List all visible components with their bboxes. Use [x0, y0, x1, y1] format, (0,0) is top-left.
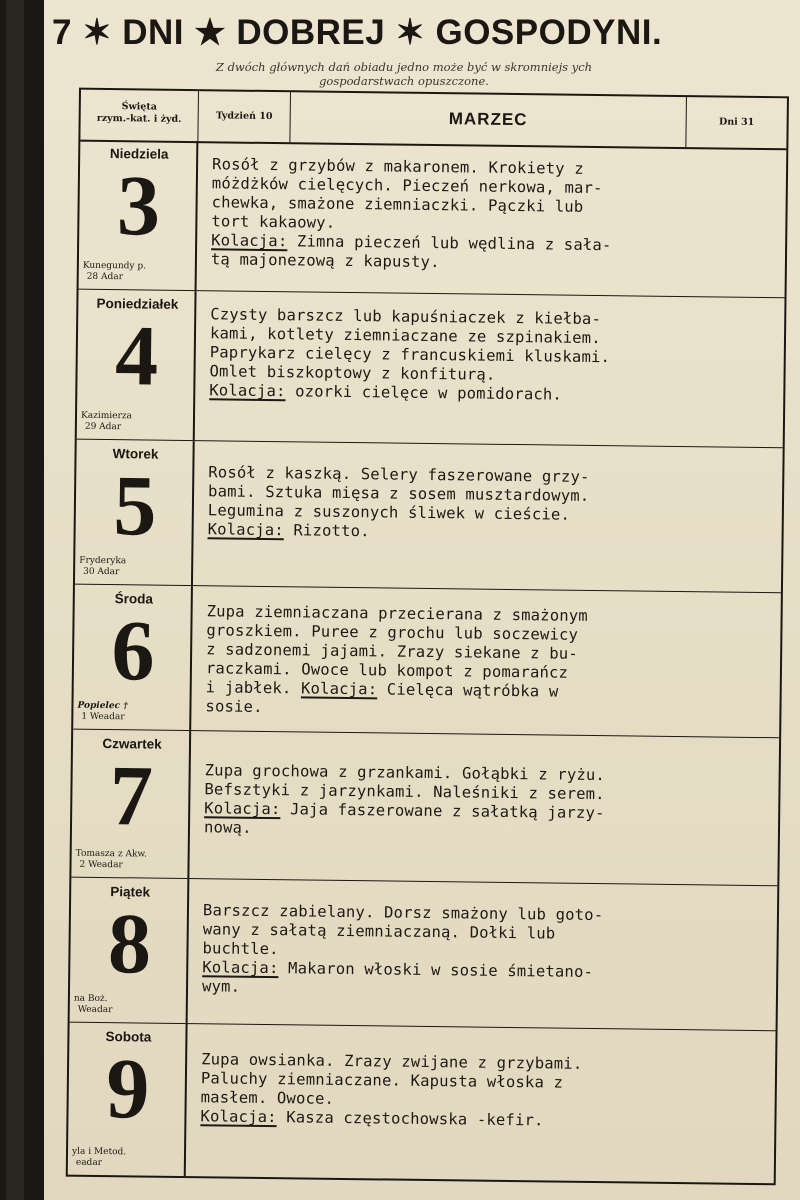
- day-menu: [211, 155, 772, 276]
- supper-label: Kolacja:: [300, 679, 378, 699]
- day-row-sunday: [79, 140, 787, 299]
- supper-text: ozorki cielęce w pomidorach.: [295, 382, 563, 404]
- jewish-date: eadar: [75, 1157, 103, 1169]
- day-info: [68, 1023, 188, 1176]
- page-subtitle: [124, 60, 684, 88]
- supper-line-continued: wym.: [201, 977, 241, 996]
- menu-line: Zupa owsianka. Zrazy zwijane z grzybami.: [201, 1050, 583, 1073]
- day-row-thursday: [71, 730, 779, 887]
- supper-text: Cielęca wątróbka w: [386, 680, 559, 701]
- menu-line: Rosół z kaszką. Selery faszerowane grzy-: [208, 463, 590, 486]
- day-row-saturday: [68, 1023, 776, 1184]
- saint-day: [83, 261, 193, 284]
- supper-label: Kolacja:: [202, 958, 279, 978]
- saint-day: [77, 701, 187, 724]
- days-in-month: Dni 31: [718, 116, 755, 128]
- day-row-tuesday: [75, 440, 783, 594]
- weekday-label: Poniedziałek: [96, 295, 179, 312]
- menu-line: groszkiem. Puree z grochu lub soczewicy: [206, 621, 579, 644]
- jewish-date: 1 Weadar: [81, 711, 125, 723]
- day-number: 6: [111, 602, 156, 699]
- menu-line: Omlet biszkoptowy z konfiturą.: [209, 362, 496, 384]
- subtitle-line-1: Z dwóch głównych dań obiadu jedno może być w skromniejs ych: [215, 60, 593, 74]
- menu-line: tort kakaowy.: [211, 212, 336, 232]
- menu-line: raczkami. Owoce lub kompot z pomarańcz: [205, 659, 569, 682]
- supper-label: Kolacja:: [209, 381, 286, 401]
- menu-line: Rosół z grzybów z makaronem. Krokiety z: [211, 155, 584, 178]
- saint-name: na Boż.: [73, 993, 108, 1005]
- supper-label: Kolacja:: [207, 520, 285, 540]
- day-menu: [205, 602, 766, 723]
- jewish-date: 28 Adar: [86, 271, 124, 283]
- menu-line: Barszcz zabielany. Dorsz smażony lub goto-: [202, 901, 604, 925]
- day-number: 8: [107, 895, 152, 992]
- menu-line: Paprykarz cielęcy z francuskiemi kluskami.: [209, 343, 611, 367]
- saint-name: Tomasza z Akw.: [75, 848, 147, 860]
- menu-line: masłem. Owoce.: [200, 1088, 335, 1108]
- saint-day: [79, 556, 189, 579]
- supper-text: Jaja faszerowane z sałatką jarzy-: [289, 800, 605, 823]
- day-info: [73, 585, 193, 730]
- supper-label: Kolacja:: [200, 1107, 277, 1127]
- binding-spine: [0, 0, 44, 1200]
- weekly-menu-calendar: [66, 88, 789, 1186]
- day-menu: [208, 463, 769, 546]
- jewish-date: 29 Adar: [84, 421, 122, 433]
- menu-line: Legumina z suszonych śliwek w cieście.: [207, 501, 571, 524]
- menu-line: kami, kotlety ziemniaczane ze szpinakiem.: [209, 324, 601, 348]
- menu-line: Czysty barszcz lub kapuśniaczek z kiełba-: [210, 305, 602, 329]
- menu-line: Paluchy ziemniaczane. Kapusta włoska z: [200, 1069, 564, 1092]
- saint-name: yla i Metod.: [71, 1146, 127, 1158]
- weekday-label: Środa: [114, 591, 154, 607]
- day-menu: [202, 901, 763, 1003]
- supper-text: Rizotto.: [293, 521, 370, 541]
- day-menu: [204, 761, 765, 844]
- day-number: 4: [114, 307, 159, 404]
- month-name: MARZEC: [290, 92, 687, 147]
- holidays-column-header: [80, 90, 199, 141]
- day-info: [77, 290, 197, 440]
- day-number: 9: [105, 1040, 150, 1137]
- weekday-label: Wtorek: [112, 446, 159, 462]
- jewish-date: 2 Weadar: [79, 859, 123, 871]
- day-number: 5: [112, 457, 158, 554]
- menu-line: wany z sałatą ziemniaczaną. Dołki lub: [202, 920, 556, 943]
- weekday-label: Czwartek: [102, 735, 162, 752]
- binding-spine-shadow: [6, 0, 24, 1200]
- weekday-label: Sobota: [105, 1029, 152, 1045]
- day-info: [79, 140, 199, 290]
- supper-text: Makaron włoski w sosie śmietano-: [287, 959, 594, 982]
- day-row-wednesday: [73, 585, 781, 739]
- day-row-monday: [77, 290, 785, 449]
- supper-line-continued: nową.: [203, 818, 252, 837]
- supper-label: Kolacja:: [204, 799, 281, 819]
- saint-name: Kazimierza: [80, 410, 132, 422]
- subtitle-line-2: gospodarstwach opuszczone.: [319, 74, 489, 88]
- menu-line: móżdżków cielęcych. Pieczeń nerkowa, mar-: [211, 174, 603, 198]
- menu-line: bami. Sztuka mięsa z sosem musztardowym.: [207, 482, 590, 505]
- weekday-label: Piątek: [110, 884, 151, 900]
- supper-text: Zimna pieczeń lub wędlina z sała-: [296, 232, 612, 255]
- saint-day: [75, 849, 185, 872]
- week-number: Tydzień 10: [198, 91, 291, 142]
- menu-line: Befsztyki z jarzynkami. Naleśniki z serem.: [204, 780, 605, 804]
- supper-line-continued: tą majonezową z kapusty.: [210, 250, 440, 272]
- menu-line: buchtle.: [202, 939, 279, 959]
- supper-line-continued: sosie.: [205, 697, 263, 716]
- saint-day: [74, 994, 184, 1017]
- day-info: [71, 730, 191, 878]
- saint-day: [81, 411, 191, 434]
- saint-name: Popielec †: [77, 700, 128, 712]
- saint-name: Kunegundy p.: [82, 260, 147, 272]
- jewish-date: Weadar: [77, 1004, 113, 1016]
- day-number: 3: [116, 157, 161, 254]
- day-menu: [209, 305, 770, 407]
- menu-line: Zupa grochowa z grzankami. Gołąbki z ryżu.: [204, 761, 606, 785]
- supper-text: Kasza częstochowska -kefir.: [286, 1108, 544, 1130]
- holidays-header-line-2: rzym.-kat. i żyd.: [96, 112, 182, 125]
- saint-day: [72, 1147, 182, 1170]
- day-row-friday: [70, 878, 778, 1032]
- holidays-header-line-1: Święta: [121, 101, 157, 113]
- weekday-label: Niedziela: [109, 146, 169, 162]
- jewish-date: 30 Adar: [83, 566, 120, 578]
- menu-line: Zupa ziemniaczana przecierana z smażonym: [206, 602, 589, 625]
- page-title: 7 ✶ DNI ★ DOBREJ ✶ GOSPODYNI.: [52, 13, 663, 52]
- menu-line: z sadzonemi jajami. Zrazy siekane z bu-: [206, 640, 579, 663]
- menu-line: i jabłek.: [205, 678, 292, 698]
- day-info: [75, 440, 195, 585]
- supper-label: Kolacja:: [211, 231, 288, 251]
- menu-line: chewka, smażone ziemniaczki. Pączki lub: [211, 193, 584, 216]
- magazine-page: [44, 0, 800, 1200]
- saint-name: Fryderyka: [79, 555, 127, 567]
- day-info: [70, 878, 190, 1023]
- day-menu: [200, 1050, 761, 1133]
- day-number: 7: [109, 747, 154, 844]
